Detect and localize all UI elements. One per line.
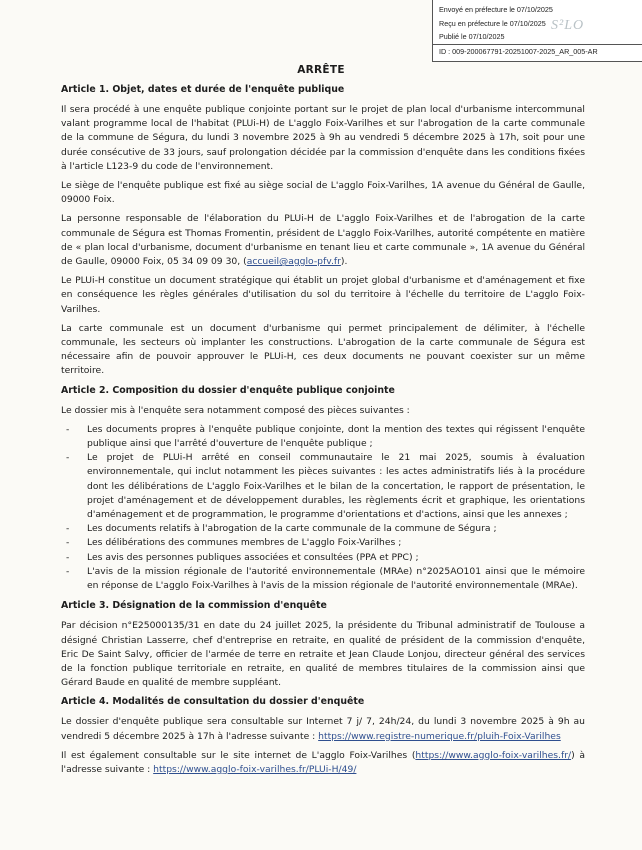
pluih-page-link[interactable]: https://www.agglo-foix-varilhes.fr/PLUi-H/49/ bbox=[153, 763, 357, 775]
list-item: - Les délibérations des communes membres de L'agglo Foix-Varilhes ; bbox=[61, 536, 585, 550]
stamp-sent: Envoyé en préfecture le 07/10/2025 bbox=[439, 5, 553, 14]
article-4-paragraph-1: Le dossier d'enquête publique sera consultable sur Internet 7 j/ 7, 24h/24, du lundi 3 novembre 2025 à 9h au vendredi 5 décembre 2025 à 17h à l'adresse suivante : https://www.registre-numerique.fr/pluih-Foix-Varilhes bbox=[61, 716, 585, 742]
list-item: - L'avis de la mission régionale de l'autorité environnementale (MRAe) n°2025AO101 ainsi que le mémoire en réponse de L'agglo Foix-Varilhes à l'avis de la mission régionale de l'autorité environnementale (MRAe). bbox=[61, 565, 585, 593]
stamp-received: Reçu en préfecture le 07/10/2025 bbox=[439, 18, 546, 28]
list-item: - Les avis des personnes publiques associées et consultées (PPA et PPC) ; bbox=[61, 551, 585, 565]
article-2-list bbox=[61, 423, 585, 593]
article-2 bbox=[61, 384, 585, 594]
document-title: ARRÊTE bbox=[297, 64, 345, 76]
document-body bbox=[61, 79, 585, 782]
article-4 bbox=[61, 695, 585, 777]
agglo-site-link[interactable]: https://www.agglo-foix-varilhes.fr/ bbox=[415, 749, 572, 761]
list-item: - Les documents relatifs à l'abrogation de la carte communale de la commune de Ségura ; bbox=[61, 522, 585, 536]
article-1-heading: Article 1. Objet, dates et durée de l'enquête publique bbox=[61, 84, 345, 95]
article-3-heading: Article 3. Désignation de la commission d'enquête bbox=[61, 600, 327, 612]
prefecture-stamp bbox=[432, 0, 642, 62]
list-item: - Les documents propres à l'enquête publique conjointe, dont la mention des textes qui régissent l'enquête publique ainsi que l'arrêté d'ouverture de l'enquête publique ; bbox=[61, 423, 585, 451]
article-1-paragraph-4: Le PLUi-H constitue un document stratégique qui établit un projet global d'urbanisme et d'aménagement et fixe en conséquence les règles générales d'utilisation du sol du territoire à l'échelle du territoire de L'agglo Foix-Varilhes. bbox=[61, 275, 585, 315]
article-4-paragraph-2: Il est également consultable sur le site internet de L'agglo Foix-Varilhes (https://www.agglo-foix-varilhes.fr/) à l'adresse suivante : https://www.agglo-foix-varilhes.fr/PLUi-H/49/ bbox=[61, 749, 585, 775]
email-link[interactable]: accueil@agglo-pfv.fr bbox=[246, 256, 341, 268]
article-2-intro: Le dossier mis à l'enquête sera notamment composé des pièces suivantes : bbox=[61, 404, 410, 416]
article-1-paragraph-3: La personne responsable de l'élaboration du PLUi-H de L'agglo Foix-Varilhes et de l'abrogation de la carte communale de Ségura est Thomas Fromentin, président de L'agglo Foix-Varilhes, autorité compétente en matière de « plan local d'urbanisme, document d'urbanisme en tenant lieu et carte communale », 1A avenue du Général de Gaulle, 09000 Foix, 05 34 09 09 30, (accueil@agglo-pfv.fr). bbox=[61, 213, 585, 268]
slo-logo-icon: S²LO bbox=[551, 18, 585, 33]
article-1-paragraph-2: Le siège de l'enquête publique est fixé au siège social de L'agglo Foix-Varilhes, 1A avenue du Général de Gaulle, 09000 Foix. bbox=[61, 180, 585, 206]
article-2-heading: Article 2. Composition du dossier d'enquête publique conjointe bbox=[61, 384, 395, 396]
list-item: - Le projet de PLUi-H arrêté en conseil communautaire le 21 mai 2025, soumis à évaluation environnementale, qui inclut notamment les pièces suivantes : les actes administratifs liés à la procédure dont les délibérations de L'agglo Foix-Varilhes et le bilan de la concertation, le rapport de présentation, le projet d'aménagement et de développement durables, les règlements écrit et graphique, les orientations d'aménagement et de programmation, le programme d'orientations et d'actions, ainsi que les annexes ; bbox=[61, 451, 585, 522]
article-4-heading: Article 4. Modalités de consultation du dossier d'enquête bbox=[61, 696, 365, 708]
article-1-paragraph-1: Il sera procédé à une enquête publique conjointe portant sur le projet de plan local d'urbanisme intercommunal valant programme local de l'habitat (PLUi-H) de L'agglo Foix-Varilhes et sur l'abrogation de la carte communale de la commune de Ségura, du lundi 3 novembre 2025 à 9h au vendredi 5 décembre 2025 à 17h, soit pour une durée consécutive de 33 jours, sauf prolongation décidée par la commission d'enquête dans les conditions fixées à l'article L123-9 du code de l'environnement. bbox=[61, 104, 585, 172]
article-1 bbox=[61, 83, 585, 379]
article-3 bbox=[61, 599, 585, 690]
stamp-id: ID : 009-200067791-20251007-2025_AR_005-AR bbox=[433, 44, 642, 59]
article-3-paragraph-1: Par décision n°E25000135/31 en date du 24 juillet 2025, la présidente du Tribunal administratif de Toulouse a désigné Christian Lasserre, chef d'entreprise en retraite, en qualité de président de la commission d'enquête, Eric De Saint Salvy, officier de l'armée de terre en retraite et Jean Claude Lonjou, directeur général des services de la fonction publique territoriale en retraite, en qualité de membres titulaires de la commission ainsi que Gérard Baude en qualité de membre suppléant. bbox=[61, 620, 585, 689]
stamp-published: Publié le 07/10/2025 bbox=[439, 32, 505, 41]
registre-link[interactable]: https://www.registre-numerique.fr/pluih-Foix-Varilhes bbox=[318, 730, 561, 742]
article-1-paragraph-5: La carte communale est un document d'urbanisme qui permet principalement de délimiter, à l'échelle communale, les secteurs où implanter les constructions. L'abrogation de la carte communale de Ségura est nécessaire afin de pouvoir approuver le PLUi-H, ces deux documents ne pouvant coexister sur un même territoire. bbox=[61, 322, 585, 377]
